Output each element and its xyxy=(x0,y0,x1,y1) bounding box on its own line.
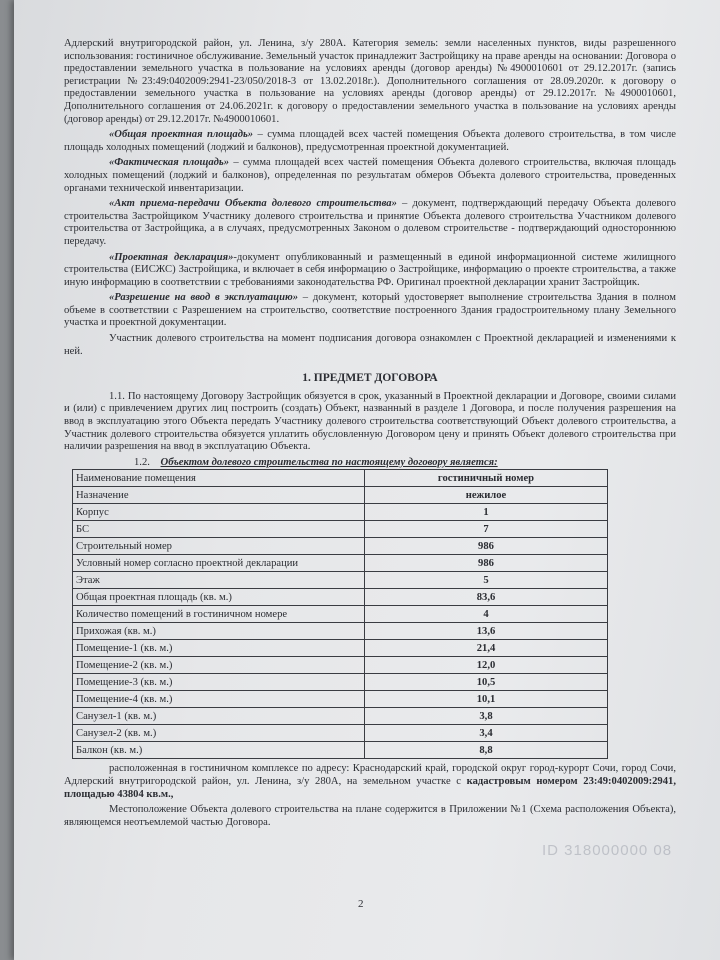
definition-actual-area: «Фактическая площадь» – сумма площадей всех частей помещения Объекта долевого строительства, включая площадь холодных помещений (лоджий и балконов), определенная по результатам обмеров Объекта долевого строительства, проведенных органами технической инвентаризации. xyxy=(64,157,676,194)
row-value: 10,5 xyxy=(365,674,608,691)
row-label: Санузел-1 (кв. м.) xyxy=(73,708,365,725)
document-body xyxy=(64,38,676,832)
row-value: 3,8 xyxy=(365,708,608,725)
table-row xyxy=(73,555,608,572)
row-value: 5 xyxy=(365,572,608,589)
table-row xyxy=(73,606,608,623)
row-label: Строительный номер xyxy=(73,538,365,555)
clause-1-1: 1.1. По настоящему Договору Застройщик обязуется в срок, указанный в Проектной декларации и Договоре, своими силами и (или) с привлечением других лиц построить (создать) Объект, названный в разделе 1 Договора, и после получения разрешения на ввод в эксплуатацию этого Объекта передать Участнику долевого строительства соответствующий Объект долевого строительства, а Участник долевого строительства обязуется уплатить обусловленную Договором цену и принять Объект долевого строительства при наличии разрешения на ввод в эксплуатацию Объекта. xyxy=(64,390,676,453)
definition-project-declaration: «Проектная декларация»-документ опубликованный и размещенный в единой информационной системе жилищного строительства (ЕИСЖС) Застройщика, и включает в себя информацию о Застройщике, информацию о проекте строительства, а также иную информацию в соответствии с требованиями законодательства РФ. Оригинал проектной декларации хранит Застройщик. xyxy=(64,251,676,288)
table-row xyxy=(73,657,608,674)
row-label: Назначение xyxy=(73,487,365,504)
row-value: 986 xyxy=(365,555,608,572)
location-paragraph: Местоположение Объекта долевого строительства на плане содержится в Приложении №1 (Схема расположения Объекта), являющемся неотъемлемой частью Договора. xyxy=(64,804,676,828)
term-project-declaration: «Проектная декларация» xyxy=(109,251,234,263)
row-value: 7 xyxy=(365,521,608,538)
table-row xyxy=(73,589,608,606)
row-label: Прихожая (кв. м.) xyxy=(73,623,365,640)
row-value: 986 xyxy=(365,538,608,555)
watermark: ID 318000000 08 xyxy=(542,842,673,859)
row-value: нежилое xyxy=(365,487,608,504)
row-label: Помещение-4 (кв. м.) xyxy=(73,691,365,708)
term-actual-area: «Фактическая площадь» xyxy=(109,157,230,169)
row-value: 12,0 xyxy=(365,657,608,674)
table-row xyxy=(73,504,608,521)
row-label: Общая проектная площадь (кв. м.) xyxy=(73,589,365,606)
row-value: 4 xyxy=(365,606,608,623)
row-value: 21,4 xyxy=(365,640,608,657)
row-value: 83,6 xyxy=(365,589,608,606)
row-label: Балкон (кв. м.) xyxy=(73,742,365,759)
table-row xyxy=(73,623,608,640)
table-row xyxy=(73,640,608,657)
address-paragraph: расположенная в гостиничном комплексе по адресу: Краснодарский край, городской округ город-курорт Сочи, город Сочи, Адлерский внутригородской район, ул. Ленина, з/у 280А, на земельном участке с кадастровым номером 23:49:0402009:2941, площадью 43804 кв.м., xyxy=(64,763,676,800)
document-page xyxy=(14,0,720,960)
table-row xyxy=(73,487,608,504)
row-label: Помещение-1 (кв. м.) xyxy=(73,640,365,657)
row-value: 13,6 xyxy=(365,623,608,640)
row-label: Количество помещений в гостиничном номере xyxy=(73,606,365,623)
table-row xyxy=(73,708,608,725)
row-label: Корпус xyxy=(73,504,365,521)
table-header-value: гостиничный номер xyxy=(365,470,608,487)
clause-1-2-title: Объектом долевого строительства по настоящему договору является: xyxy=(160,456,498,468)
term-commissioning-permit: «Разрешение на ввод в эксплуатацию» xyxy=(109,292,299,304)
row-label: Санузел-2 (кв. м.) xyxy=(73,725,365,742)
table-row xyxy=(73,742,608,759)
definition-total-area: «Общая проектная площадь» – сумма площадей всех частей помещения Объекта долевого строительства, в том числе площадь холодных помещений (лоджий и балконов), предусмотренная проектной документацией. xyxy=(64,129,677,153)
section-heading: 1. ПРЕДМЕТ ДОГОВОРА xyxy=(302,372,438,385)
object-table xyxy=(72,469,608,759)
table-row xyxy=(73,521,608,538)
term-total-area: «Общая проектная площадь» xyxy=(109,129,254,141)
clause-1-2: 1.2. Объектом долевого строительства по настоящему договору является: xyxy=(134,456,498,468)
table-row xyxy=(73,572,608,589)
table-header-name: Наименование помещения xyxy=(73,470,365,487)
row-label: Помещение-2 (кв. м.) xyxy=(73,657,365,674)
intro-paragraph: Адлерский внутригородской район, ул. Ленина, з/у 280А. Категория земель: земли населенных пунктов, виды разрешенного использования: гостиничное обслуживание. Земельный участок принадлежит Застройщику на праве аренды на основании: Договора о предоставлении земельного участка в пользование на условиях аренды (договор аренды) №4900010601 от 29.12.2017г. (запись регистрации №23:49:0402009:2941-23/050/2018-3 от 13.02.2018г.). Дополнительного соглашения от 28.09.2020г. к договору о предоставлении земельного участка в пользование на условиях аренды (договор аренды) от 29.12.2017г. №4900010601, Дополнительного соглашения от 24.06.2021г. к договору о предоставлении земельного участка в пользование на условиях аренды (договор аренды) от 29.12.2017г. №4900010601. xyxy=(64,38,676,125)
row-value: 1 xyxy=(365,504,608,521)
acknowledgement-paragraph: Участник долевого строительства на момент подписания договора ознакомлен с Проектной декларацией и изменениями к ней. xyxy=(64,333,676,357)
table-row xyxy=(73,691,608,708)
row-label: БС xyxy=(73,521,365,538)
row-value: 10,1 xyxy=(365,691,608,708)
row-label: Помещение-3 (кв. м.) xyxy=(73,674,365,691)
table-header-row xyxy=(73,470,608,487)
page-number: 2 xyxy=(358,898,364,910)
cadastral-number: кадастровым номером 23:49:0402009:2941, площадью 43804 кв.м., xyxy=(64,776,676,800)
definition-transfer-act: «Акт приема-передачи Объекта долевого строительства» – документ, подтверждающий передачу Объекта долевого строительства Застройщиком Участнику долевого строительства и принятие Объекта долевого строительства Участником долевого строительства от Застройщика, а в случаях, предусмотренных Законом о долевом строительстве - подтверждающий одностороннюю передачу. xyxy=(64,198,676,247)
row-value: 3,4 xyxy=(365,725,608,742)
table-row xyxy=(73,725,608,742)
term-transfer-act: «Акт приема-передачи Объекта долевого строительства» xyxy=(109,198,397,210)
table-row xyxy=(73,674,608,691)
definition-commissioning-permit: «Разрешение на ввод в эксплуатацию» – документ, который удостоверяет выполнение строительства Здания в полном объеме в соответствии с Разрешением на строительство, соответствие построенного Здания градостроительному плану Земельного участка и проектной документации. xyxy=(64,292,676,329)
row-value: 8,8 xyxy=(365,742,608,759)
row-label: Этаж xyxy=(73,572,365,589)
row-label: Условный номер согласно проектной декларации xyxy=(73,555,365,572)
table-row xyxy=(73,538,608,555)
